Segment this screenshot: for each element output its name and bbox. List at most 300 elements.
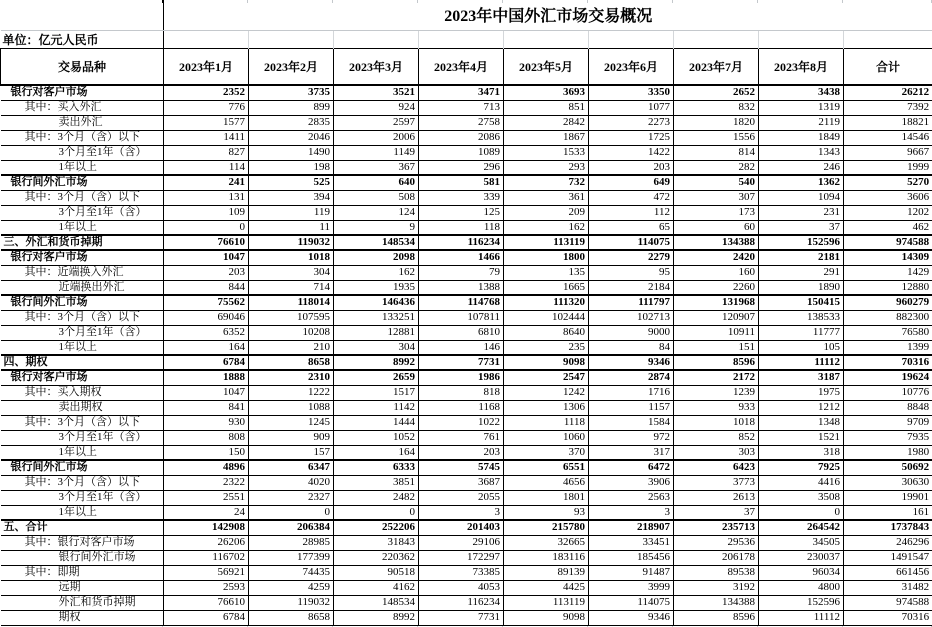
- value-cell[interactable]: 1094: [759, 190, 844, 205]
- value-cell[interactable]: 7925: [759, 460, 844, 475]
- empty-cell[interactable]: [759, 30, 844, 48]
- value-cell[interactable]: 4162: [334, 580, 419, 595]
- value-cell[interactable]: 79: [419, 265, 504, 280]
- row-label-cell[interactable]: 四、期权: [1, 355, 164, 370]
- value-cell[interactable]: 0: [759, 505, 844, 520]
- row-label-cell[interactable]: 其中：3个月（含）以下: [1, 415, 164, 430]
- value-cell[interactable]: 1018: [249, 250, 334, 265]
- value-cell[interactable]: 9098: [504, 610, 589, 625]
- value-cell[interactable]: 1348: [759, 415, 844, 430]
- value-cell[interactable]: 91487: [589, 565, 674, 580]
- value-cell[interactable]: 4259: [249, 580, 334, 595]
- row-label-cell[interactable]: 银行对客户市场: [1, 250, 164, 265]
- value-cell[interactable]: 1306: [504, 400, 589, 415]
- value-cell[interactable]: 1444: [334, 415, 419, 430]
- value-cell[interactable]: 96034: [759, 565, 844, 580]
- value-cell[interactable]: 2874: [589, 370, 674, 385]
- value-cell[interactable]: 164: [164, 340, 249, 355]
- value-cell[interactable]: 162: [334, 265, 419, 280]
- value-cell[interactable]: 2613: [674, 490, 759, 505]
- value-cell[interactable]: 161: [844, 505, 932, 520]
- value-cell[interactable]: 2563: [589, 490, 674, 505]
- value-cell[interactable]: 808: [164, 430, 249, 445]
- value-cell[interactable]: 3438: [759, 85, 844, 100]
- row-label-cell[interactable]: 银行间外汇市场: [1, 460, 164, 475]
- value-cell[interactable]: 185456: [589, 550, 674, 565]
- value-cell[interactable]: 1975: [759, 385, 844, 400]
- value-cell[interactable]: 472: [589, 190, 674, 205]
- value-cell[interactable]: 3906: [589, 475, 674, 490]
- value-cell[interactable]: 304: [249, 265, 334, 280]
- value-cell[interactable]: 8596: [674, 355, 759, 370]
- value-cell[interactable]: 972: [589, 430, 674, 445]
- value-cell[interactable]: 1888: [164, 370, 249, 385]
- value-cell[interactable]: 206178: [674, 550, 759, 565]
- value-cell[interactable]: 111320: [504, 295, 589, 310]
- value-cell[interactable]: 832: [674, 100, 759, 115]
- value-cell[interactable]: 1047: [164, 250, 249, 265]
- value-cell[interactable]: 713: [419, 100, 504, 115]
- value-cell[interactable]: 1556: [674, 130, 759, 145]
- value-cell[interactable]: 3999: [589, 580, 674, 595]
- value-cell[interactable]: 1142: [334, 400, 419, 415]
- value-cell[interactable]: 3693: [504, 85, 589, 100]
- value-cell[interactable]: 9: [334, 220, 419, 235]
- value-cell[interactable]: 6810: [419, 325, 504, 340]
- value-cell[interactable]: 252206: [334, 520, 419, 535]
- value-cell[interactable]: 134388: [674, 595, 759, 610]
- value-cell[interactable]: 1521: [759, 430, 844, 445]
- value-cell[interactable]: 177399: [249, 550, 334, 565]
- value-cell[interactable]: 7731: [419, 610, 504, 625]
- value-cell[interactable]: 3: [419, 505, 504, 520]
- value-cell[interactable]: 3773: [674, 475, 759, 490]
- value-cell[interactable]: 291: [759, 265, 844, 280]
- value-cell[interactable]: 714: [249, 280, 334, 295]
- value-cell[interactable]: 4800: [759, 580, 844, 595]
- empty-cell[interactable]: [249, 30, 334, 48]
- value-cell[interactable]: 235713: [674, 520, 759, 535]
- value-cell[interactable]: 3851: [334, 475, 419, 490]
- value-cell[interactable]: 151: [674, 340, 759, 355]
- value-cell[interactable]: 2260: [674, 280, 759, 295]
- value-cell[interactable]: 293: [504, 160, 589, 175]
- value-cell[interactable]: 241: [164, 175, 249, 190]
- value-cell[interactable]: 930: [164, 415, 249, 430]
- row-label-cell[interactable]: 银行间外汇市场: [1, 175, 164, 190]
- value-cell[interactable]: 318: [759, 445, 844, 460]
- value-cell[interactable]: 2181: [759, 250, 844, 265]
- value-cell[interactable]: 899: [249, 100, 334, 115]
- value-cell[interactable]: 164: [334, 445, 419, 460]
- value-cell[interactable]: 1018: [674, 415, 759, 430]
- value-cell[interactable]: 19901: [844, 490, 932, 505]
- value-cell[interactable]: 0: [249, 505, 334, 520]
- value-cell[interactable]: 2322: [164, 475, 249, 490]
- value-cell[interactable]: 203: [419, 445, 504, 460]
- value-cell[interactable]: 2597: [334, 115, 419, 130]
- value-cell[interactable]: 116702: [164, 550, 249, 565]
- row-label-cell[interactable]: 3个月至1年（含）: [1, 205, 164, 220]
- row-label-cell[interactable]: 其中：买入期权: [1, 385, 164, 400]
- value-cell[interactable]: 2279: [589, 250, 674, 265]
- value-cell[interactable]: 2547: [504, 370, 589, 385]
- value-cell[interactable]: 2273: [589, 115, 674, 130]
- value-cell[interactable]: 118014: [249, 295, 334, 310]
- value-cell[interactable]: 6347: [249, 460, 334, 475]
- value-cell[interactable]: 1088: [249, 400, 334, 415]
- row-label-cell[interactable]: 其中：近端换入外汇: [1, 265, 164, 280]
- value-cell[interactable]: 2593: [164, 580, 249, 595]
- value-cell[interactable]: 6784: [164, 610, 249, 625]
- value-cell[interactable]: 89139: [504, 565, 589, 580]
- value-cell[interactable]: 152596: [759, 595, 844, 610]
- row-label-cell[interactable]: 卖出外汇: [1, 115, 164, 130]
- empty-cell[interactable]: [334, 30, 419, 48]
- value-cell[interactable]: 1890: [759, 280, 844, 295]
- value-cell[interactable]: 1411: [164, 130, 249, 145]
- value-cell[interactable]: 1584: [589, 415, 674, 430]
- value-cell[interactable]: 1999: [844, 160, 932, 175]
- column-header-month[interactable]: 2023年2月: [249, 48, 334, 85]
- value-cell[interactable]: 367: [334, 160, 419, 175]
- column-header-product[interactable]: 交易品种: [1, 48, 164, 85]
- value-cell[interactable]: 1725: [589, 130, 674, 145]
- row-label-cell[interactable]: 银行间外汇市场: [1, 550, 164, 565]
- value-cell[interactable]: 4053: [419, 580, 504, 595]
- unit-label[interactable]: 单位：亿元人民币: [1, 30, 164, 48]
- value-cell[interactable]: 1047: [164, 385, 249, 400]
- empty-cell[interactable]: [589, 30, 674, 48]
- value-cell[interactable]: 6333: [334, 460, 419, 475]
- value-cell[interactable]: 8640: [504, 325, 589, 340]
- value-cell[interactable]: 1849: [759, 130, 844, 145]
- page-title[interactable]: 2023年中国外汇市场交易概况: [164, 0, 932, 30]
- value-cell[interactable]: 19624: [844, 370, 932, 385]
- value-cell[interactable]: 508: [334, 190, 419, 205]
- value-cell[interactable]: 1242: [504, 385, 589, 400]
- empty-cell[interactable]: [674, 30, 759, 48]
- value-cell[interactable]: 882300: [844, 310, 932, 325]
- value-cell[interactable]: 116234: [419, 595, 504, 610]
- row-label-cell[interactable]: 3个月至1年（含）: [1, 490, 164, 505]
- value-cell[interactable]: 33451: [589, 535, 674, 550]
- row-label-cell[interactable]: 银行对客户市场: [1, 85, 164, 100]
- value-cell[interactable]: 1737843: [844, 520, 932, 535]
- value-cell[interactable]: 1239: [674, 385, 759, 400]
- value-cell[interactable]: 76610: [164, 235, 249, 250]
- value-cell[interactable]: 3: [589, 505, 674, 520]
- value-cell[interactable]: 3192: [674, 580, 759, 595]
- value-cell[interactable]: 6784: [164, 355, 249, 370]
- value-cell[interactable]: 157: [249, 445, 334, 460]
- value-cell[interactable]: 2098: [334, 250, 419, 265]
- value-cell[interactable]: 4020: [249, 475, 334, 490]
- value-cell[interactable]: 220362: [334, 550, 419, 565]
- value-cell[interactable]: 8596: [674, 610, 759, 625]
- value-cell[interactable]: 1362: [759, 175, 844, 190]
- value-cell[interactable]: 75562: [164, 295, 249, 310]
- column-header-month[interactable]: 2023年6月: [589, 48, 674, 85]
- value-cell[interactable]: 1202: [844, 205, 932, 220]
- value-cell[interactable]: 183116: [504, 550, 589, 565]
- value-cell[interactable]: 34505: [759, 535, 844, 550]
- value-cell[interactable]: 120907: [674, 310, 759, 325]
- value-cell[interactable]: 1343: [759, 145, 844, 160]
- value-cell[interactable]: 203: [589, 160, 674, 175]
- value-cell[interactable]: 1022: [419, 415, 504, 430]
- value-cell[interactable]: 84: [589, 340, 674, 355]
- value-cell[interactable]: 6352: [164, 325, 249, 340]
- value-cell[interactable]: 69046: [164, 310, 249, 325]
- value-cell[interactable]: 2842: [504, 115, 589, 130]
- value-cell[interactable]: 56921: [164, 565, 249, 580]
- value-cell[interactable]: 76580: [844, 325, 932, 340]
- value-cell[interactable]: 12880: [844, 280, 932, 295]
- value-cell[interactable]: 50692: [844, 460, 932, 475]
- value-cell[interactable]: 11777: [759, 325, 844, 340]
- value-cell[interactable]: 1986: [419, 370, 504, 385]
- value-cell[interactable]: 776: [164, 100, 249, 115]
- value-cell[interactable]: 209: [504, 205, 589, 220]
- value-cell[interactable]: 2551: [164, 490, 249, 505]
- value-cell[interactable]: 307: [674, 190, 759, 205]
- value-cell[interactable]: 7392: [844, 100, 932, 115]
- value-cell[interactable]: 8658: [249, 610, 334, 625]
- value-cell[interactable]: 732: [504, 175, 589, 190]
- value-cell[interactable]: 3187: [759, 370, 844, 385]
- value-cell[interactable]: 1077: [589, 100, 674, 115]
- value-cell[interactable]: 1577: [164, 115, 249, 130]
- value-cell[interactable]: 2835: [249, 115, 334, 130]
- value-cell[interactable]: 1665: [504, 280, 589, 295]
- value-cell[interactable]: 1429: [844, 265, 932, 280]
- column-header-month[interactable]: 2023年3月: [334, 48, 419, 85]
- value-cell[interactable]: 9098: [504, 355, 589, 370]
- column-header-month[interactable]: 2023年5月: [504, 48, 589, 85]
- value-cell[interactable]: 852: [674, 430, 759, 445]
- value-cell[interactable]: 3521: [334, 85, 419, 100]
- value-cell[interactable]: 540: [674, 175, 759, 190]
- row-label-cell[interactable]: 其中：买入外汇: [1, 100, 164, 115]
- row-label-cell[interactable]: 近端换出外汇: [1, 280, 164, 295]
- value-cell[interactable]: 112: [589, 205, 674, 220]
- value-cell[interactable]: 70316: [844, 610, 932, 625]
- value-cell[interactable]: 462: [844, 220, 932, 235]
- value-cell[interactable]: 114768: [419, 295, 504, 310]
- value-cell[interactable]: 114075: [589, 235, 674, 250]
- value-cell[interactable]: 1118: [504, 415, 589, 430]
- value-cell[interactable]: 172297: [419, 550, 504, 565]
- value-cell[interactable]: 1168: [419, 400, 504, 415]
- value-cell[interactable]: 206384: [249, 520, 334, 535]
- value-cell[interactable]: 109: [164, 205, 249, 220]
- row-label-cell[interactable]: 银行对客户市场: [1, 370, 164, 385]
- value-cell[interactable]: 162: [504, 220, 589, 235]
- row-label-cell[interactable]: 银行间外汇市场: [1, 295, 164, 310]
- value-cell[interactable]: 215780: [504, 520, 589, 535]
- value-cell[interactable]: 8658: [249, 355, 334, 370]
- value-cell[interactable]: 14309: [844, 250, 932, 265]
- value-cell[interactable]: 150: [164, 445, 249, 460]
- value-cell[interactable]: 924: [334, 100, 419, 115]
- value-cell[interactable]: 152596: [759, 235, 844, 250]
- value-cell[interactable]: 12881: [334, 325, 419, 340]
- value-cell[interactable]: 1149: [334, 145, 419, 160]
- value-cell[interactable]: 1517: [334, 385, 419, 400]
- value-cell[interactable]: 65: [589, 220, 674, 235]
- value-cell[interactable]: 761: [419, 430, 504, 445]
- value-cell[interactable]: 1052: [334, 430, 419, 445]
- value-cell[interactable]: 394: [249, 190, 334, 205]
- value-cell[interactable]: 198: [249, 160, 334, 175]
- value-cell[interactable]: 317: [589, 445, 674, 460]
- value-cell[interactable]: 1801: [504, 490, 589, 505]
- value-cell[interactable]: 2352: [164, 85, 249, 100]
- value-cell[interactable]: 119032: [249, 595, 334, 610]
- value-cell[interactable]: 146436: [334, 295, 419, 310]
- value-cell[interactable]: 2659: [334, 370, 419, 385]
- corner-blank-cell[interactable]: [1, 0, 164, 30]
- value-cell[interactable]: 201403: [419, 520, 504, 535]
- value-cell[interactable]: 3687: [419, 475, 504, 490]
- value-cell[interactable]: 841: [164, 400, 249, 415]
- value-cell[interactable]: 1399: [844, 340, 932, 355]
- value-cell[interactable]: 9000: [589, 325, 674, 340]
- value-cell[interactable]: 90518: [334, 565, 419, 580]
- value-cell[interactable]: 2055: [419, 490, 504, 505]
- value-cell[interactable]: 1491547: [844, 550, 932, 565]
- value-cell[interactable]: 974588: [844, 235, 932, 250]
- value-cell[interactable]: 218907: [589, 520, 674, 535]
- value-cell[interactable]: 2758: [419, 115, 504, 130]
- value-cell[interactable]: 827: [164, 145, 249, 160]
- value-cell[interactable]: 2086: [419, 130, 504, 145]
- value-cell[interactable]: 10208: [249, 325, 334, 340]
- row-label-cell[interactable]: 远期: [1, 580, 164, 595]
- value-cell[interactable]: 2119: [759, 115, 844, 130]
- value-cell[interactable]: 1935: [334, 280, 419, 295]
- value-cell[interactable]: 6423: [674, 460, 759, 475]
- value-cell[interactable]: 1060: [504, 430, 589, 445]
- value-cell[interactable]: 150415: [759, 295, 844, 310]
- value-cell[interactable]: 525: [249, 175, 334, 190]
- value-cell[interactable]: 9346: [589, 610, 674, 625]
- row-label-cell[interactable]: 其中：3个月（含）以下: [1, 310, 164, 325]
- value-cell[interactable]: 9346: [589, 355, 674, 370]
- value-cell[interactable]: 102713: [589, 310, 674, 325]
- row-label-cell[interactable]: 外汇和货币掉期: [1, 595, 164, 610]
- value-cell[interactable]: 1867: [504, 130, 589, 145]
- value-cell[interactable]: 933: [674, 400, 759, 415]
- value-cell[interactable]: 2046: [249, 130, 334, 145]
- value-cell[interactable]: 851: [504, 100, 589, 115]
- value-cell[interactable]: 2006: [334, 130, 419, 145]
- value-cell[interactable]: 124: [334, 205, 419, 220]
- value-cell[interactable]: 246: [759, 160, 844, 175]
- value-cell[interactable]: 1466: [419, 250, 504, 265]
- value-cell[interactable]: 2184: [589, 280, 674, 295]
- value-cell[interactable]: 818: [419, 385, 504, 400]
- value-cell[interactable]: 974588: [844, 595, 932, 610]
- value-cell[interactable]: 2172: [674, 370, 759, 385]
- value-cell[interactable]: 31843: [334, 535, 419, 550]
- value-cell[interactable]: 264542: [759, 520, 844, 535]
- value-cell[interactable]: 3735: [249, 85, 334, 100]
- value-cell[interactable]: 9709: [844, 415, 932, 430]
- value-cell[interactable]: 133251: [334, 310, 419, 325]
- value-cell[interactable]: 73385: [419, 565, 504, 580]
- column-header-month[interactable]: 2023年7月: [674, 48, 759, 85]
- value-cell[interactable]: 74435: [249, 565, 334, 580]
- row-label-cell[interactable]: 1年以上: [1, 505, 164, 520]
- value-cell[interactable]: 1980: [844, 445, 932, 460]
- value-cell[interactable]: 3350: [589, 85, 674, 100]
- value-cell[interactable]: 210: [249, 340, 334, 355]
- value-cell[interactable]: 114: [164, 160, 249, 175]
- value-cell[interactable]: 70316: [844, 355, 932, 370]
- value-cell[interactable]: 134388: [674, 235, 759, 250]
- value-cell[interactable]: 37: [759, 220, 844, 235]
- value-cell[interactable]: 28985: [249, 535, 334, 550]
- value-cell[interactable]: 102444: [504, 310, 589, 325]
- value-cell[interactable]: 8992: [334, 355, 419, 370]
- value-cell[interactable]: 29106: [419, 535, 504, 550]
- column-header-month[interactable]: 2023年4月: [419, 48, 504, 85]
- value-cell[interactable]: 640: [334, 175, 419, 190]
- value-cell[interactable]: 1820: [674, 115, 759, 130]
- value-cell[interactable]: 60: [674, 220, 759, 235]
- value-cell[interactable]: 303: [674, 445, 759, 460]
- value-cell[interactable]: 1245: [249, 415, 334, 430]
- value-cell[interactable]: 160: [674, 265, 759, 280]
- column-header-total[interactable]: 合计: [844, 48, 932, 85]
- value-cell[interactable]: 8992: [334, 610, 419, 625]
- value-cell[interactable]: 31482: [844, 580, 932, 595]
- column-header-month[interactable]: 2023年8月: [759, 48, 844, 85]
- value-cell[interactable]: 8848: [844, 400, 932, 415]
- value-cell[interactable]: 203: [164, 265, 249, 280]
- row-label-cell[interactable]: 3个月至1年（含）: [1, 430, 164, 445]
- row-label-cell[interactable]: 三、外汇和货币掉期: [1, 235, 164, 250]
- value-cell[interactable]: 6551: [504, 460, 589, 475]
- value-cell[interactable]: 119: [249, 205, 334, 220]
- value-cell[interactable]: 26206: [164, 535, 249, 550]
- value-cell[interactable]: 105: [759, 340, 844, 355]
- value-cell[interactable]: 148534: [334, 235, 419, 250]
- value-cell[interactable]: 131968: [674, 295, 759, 310]
- value-cell[interactable]: 296: [419, 160, 504, 175]
- value-cell[interactable]: 11112: [759, 355, 844, 370]
- value-cell[interactable]: 9667: [844, 145, 932, 160]
- value-cell[interactable]: 1490: [249, 145, 334, 160]
- value-cell[interactable]: 111797: [589, 295, 674, 310]
- value-cell[interactable]: 135: [504, 265, 589, 280]
- value-cell[interactable]: 370: [504, 445, 589, 460]
- value-cell[interactable]: 37: [674, 505, 759, 520]
- value-cell[interactable]: 1157: [589, 400, 674, 415]
- value-cell[interactable]: 146: [419, 340, 504, 355]
- value-cell[interactable]: 909: [249, 430, 334, 445]
- value-cell[interactable]: 116234: [419, 235, 504, 250]
- value-cell[interactable]: 5270: [844, 175, 932, 190]
- value-cell[interactable]: 581: [419, 175, 504, 190]
- value-cell[interactable]: 4425: [504, 580, 589, 595]
- value-cell[interactable]: 661456: [844, 565, 932, 580]
- value-cell[interactable]: 3471: [419, 85, 504, 100]
- value-cell[interactable]: 2327: [249, 490, 334, 505]
- empty-cell[interactable]: [504, 30, 589, 48]
